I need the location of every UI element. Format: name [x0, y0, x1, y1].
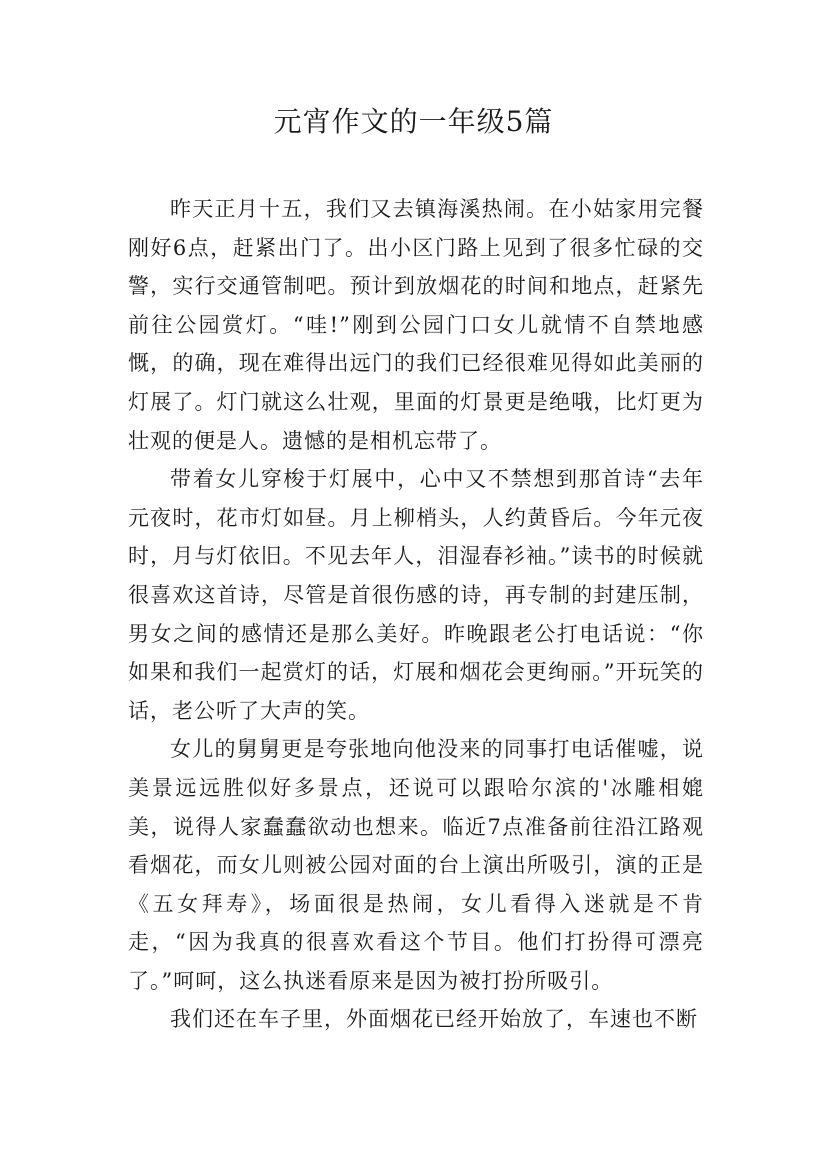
- document-title: 元宵作文的一年级5篇: [273, 105, 554, 138]
- paragraph-2: 带着女儿穿梭于灯展中，心中又不禁想到那首诗“去年元夜时，花市灯如昼。月上柳梢头，人约黄昏后。今年元夜时，月与灯依旧。不见去年人，泪湿春衫袖。”读书的时候就很喜欢这首诗，尽管是首很伤感的诗，再专制的封建压制，男女之间的感情还是那么美好。昨晚跟老公打电话说：“你如果和我们一起赏灯的话，灯展和烟花会更绚丽。”开玩笑的话，老公听了大声的笑。: [128, 467, 704, 723]
- document-body: [128, 190, 704, 1039]
- paragraph-1: 昨天正月十五，我们又去镇海溪热闹。在小姑家用完餐刚好6点，赶紧出门了。出小区门路上见到了很多忙碌的交警，实行交通管制吧。预计到放烟花的时间和地点，赶紧先前往公园赏灯。“哇!”刚到公园门口女儿就情不自禁地感慨，的确，现在难得出远门的我们已经很难见得如此美丽的灯展了。灯门就这么壮观，里面的灯景更是绝哦，比灯更为壮观的便是人。遗憾的是相机忘带了。: [128, 197, 704, 453]
- paragraph-3: 女儿的舅舅更是夸张地向他没来的同事打电话催嘘，说美景远远胜似好多景点，还说可以跟哈尔滨的'冰雕相媲美，说得人家蠢蠢欲动也想来。临近7点准备前往沿江路观看烟花，而女儿则被公园对面的台上演出所吸引，演的正是《五女拜寿》，场面很是热闹，女儿看得入迷就是不肯走，“因为我真的很喜欢看这个节目。他们打扮得可漂亮了。”呵呵，这么执迷看原来是因为被打扮所吸引。: [128, 737, 704, 993]
- paragraph-4: 我们还在车子里，外面烟花已经开始放了，车速也不断: [170, 1007, 698, 1032]
